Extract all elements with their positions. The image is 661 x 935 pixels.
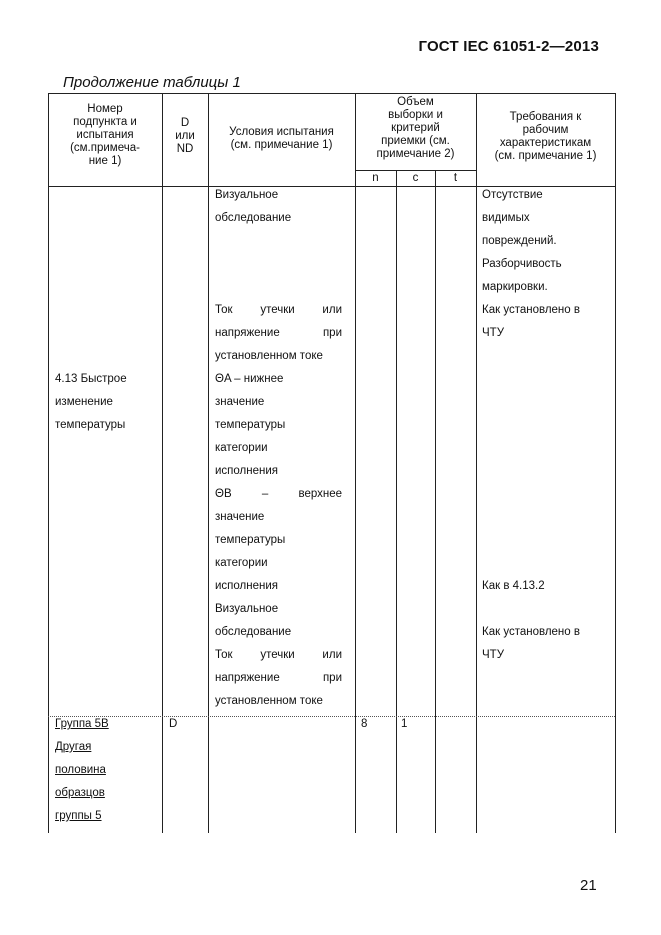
row2-d-nd: D: [169, 718, 178, 730]
header-conditions: Условия испытания (см. примечание 1): [229, 126, 334, 151]
table-caption: Продолжение таблицы 1: [63, 74, 241, 91]
header-n: n: [372, 172, 379, 184]
document-header: ГОСТ IEC 61051-2—2013: [418, 38, 599, 55]
header-c: c: [412, 172, 419, 184]
row1-conditions: Визуальное обследование Ток утечки или напряжение при установленном токе ΘA – нижнее значение температуры категории исполнения ΘB – верхнее значение температуры категории исполнения Визуальное обследование Ток утечки или напряжение при установленном токе: [215, 189, 342, 707]
row2-c: 1: [401, 718, 408, 730]
header-number: Номер подпункта и испытания (см.примеча- ние 1): [70, 103, 140, 167]
header-d-nd: D или ND: [175, 117, 195, 155]
table-1: [48, 93, 615, 833]
row1-requirements: Отсутствие видимых повреждений. Разборчивость маркировки. Как установлено в ЧТУ Как в 4.13.2 Как установлено в ЧТУ: [482, 189, 580, 661]
header-t: t: [453, 172, 458, 184]
row2-n: 8: [361, 718, 368, 730]
header-requirements: Требования к рабочим характеристикам (см. примечание 1): [494, 111, 597, 162]
row1-number: 4.13 Быстрое изменение температуры: [55, 373, 127, 431]
page-number: 21: [580, 877, 597, 894]
header-sample: Объем выборки и критерий приемки (см. примечание 2): [376, 96, 455, 160]
row2-number: Группа 5В Другая половина образцов группы 5: [55, 718, 109, 822]
